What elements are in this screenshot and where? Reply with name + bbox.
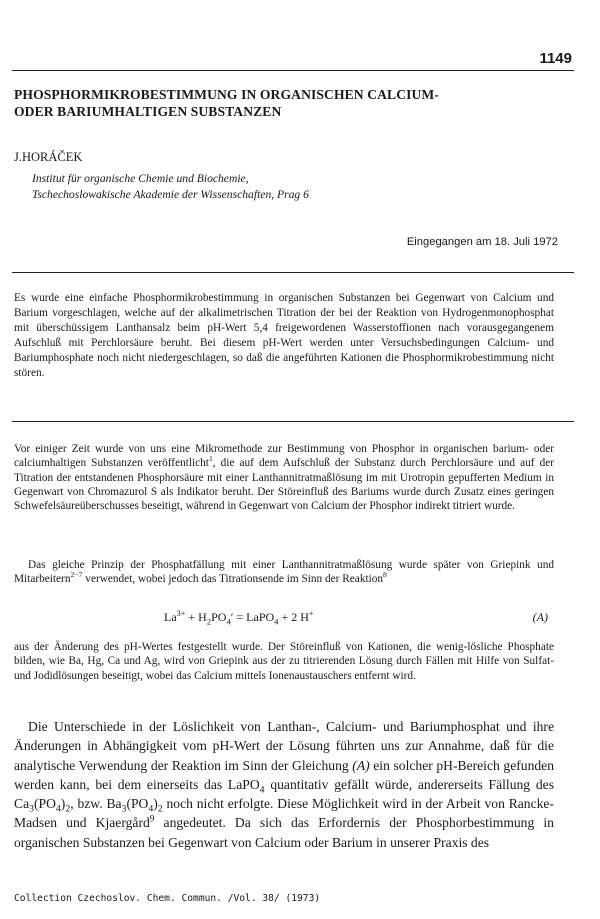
paragraph-2 <box>14 558 554 587</box>
equation-label: (A) <box>532 610 548 624</box>
journal-footer: Collection Czechoslov. Chem. Commun. /Vol. 38/ (1973) <box>14 893 321 904</box>
reference-9: 9 <box>149 813 155 824</box>
paragraph-4: Die Unterschiede in der Löslichkeit von Lanthan-, Calcium- und Bariumphosphat und ihre Änderungen in Abhängigkeit vom pH-Wert der Lösung führten uns zur Annahme, daß für die analytische Verwendung der Reaktion im Sinn der Gleichung (A) ein solcher pH-Bereich gefunden werden kann, bei dem einerseits das LaPO$_4$ quantitativ gefällt würde, andererseits Fällung des $Ca_3(PO_4)_2$, bzw. $Ba_3(PO_4)_2$ noch nicht erfolgte. Diese Möglichkeit wird in der Arbeit von Rancke-Madsen und Kjaergård$^9$ angedeutet. Da sich das Erfordernis der Phosphorbestimmung in organischen Substanzen bei Gegenwart von Calcium oder Barium in unserer Praxis des <box>14 719 554 850</box>
paragraph-1 <box>14 442 554 513</box>
received-date: Eingegangen am 18. Juli 1972 <box>406 236 558 248</box>
paragraph-3: aus der Änderung des pH-Wertes festgestellt wurde. Der Störeinfluß von Kationen, die wenig-lösliche Phosphate bilden, wie Ba, Hg, Ca und Ag, wird von Griepink aus der zu titrierenden Lösung durch Fällen mit Hilfe von Sulfat- und Jodidlösungen beseitigt, wobei das Calcium mittels Ionenaustauschers entfernt wird. <box>14 641 554 682</box>
reference-8: 8 <box>383 570 387 580</box>
p2-text-a: Das gleiche Prinzip der Phosphatfällung mit einer Lanthannitratmaßlösung wurde später von Griepink und Mitarbeitern <box>14 559 554 586</box>
equation-body: $La^{3+} + H_2PO_4'$ = LaPO$_4$ + 2 H+ <box>164 609 314 627</box>
abstract-bottom-rule <box>12 421 574 422</box>
title-line-2: ODER BARIUMHALTIGEN SUBSTANZEN <box>14 104 282 119</box>
title-line-1: PHOSPHORMIKROBESTIMMUNG IN ORGANISCHEN CALCIUM- <box>14 87 439 102</box>
affiliation-line-2: Tschechoslowakische Akademie der Wissenschaften, Prag 6 <box>32 188 309 201</box>
reference-1: 1 <box>208 454 213 464</box>
page-number: 1149 <box>539 50 572 67</box>
p1-text-a: Vor einiger Zeit wurde von uns eine Mikromethode zur Bestimmung von Phosphor in organischen barium- oder calciumhaltigen Substanzen veröffentlicht <box>14 443 554 470</box>
affiliation <box>32 171 309 203</box>
equation-reference: (A) <box>352 757 370 773</box>
p1-text-b: , die auf dem Aufschluß der Substanz durch Perchlorsäure und auf der Titration der entstandenen Phosphorsäure mit einer Lanthannitratmaßlösung im mit Urotropin gepufferten Medium in Gegenwart von Chromazurol S als Indikator beruht. Der Störeinfluß des Bariums wurde durch Zusatz eines geringen Schwefelsäureüberschusses beseitigt, während in Gegenwart von Calcium der Phosphor indirekt titriert wurde. <box>14 457 554 513</box>
abstract-top-rule <box>12 272 574 273</box>
reference-2-7: 2−7 <box>70 570 83 580</box>
abstract: Es wurde eine einfache Phosphormikrobestimmung in organischen Substanzen bei Gegenwart von Calcium und Barium vorgeschlagen, welche auf der alkalimetrischen Titration der bei der Reaktion von Hydrogenmonophosphat mit überschüssigem Lanthansalz beim pH-Wert 5,4 freigewordenen Wasserstoffionen nach vorausgegangenem Aufschluß mit Perchlorsäure beruht. Bei diesem pH-Wert werden unter Versuchsbedingungen Calcium- und Bariumphosphate noch nicht niedergeschlagen, so daß die angeführten Kationen die Phosphormikrobestimmung nicht stören. <box>14 292 554 379</box>
author: J.HORÁČEK <box>14 150 83 164</box>
p2-text-b: verwendet, wobei jedoch das Titrationsende im Sinn der Reaktion <box>82 573 384 586</box>
affiliation-line-1: Institut für organische Chemie und Biochemie, <box>32 172 249 185</box>
header-rule <box>12 70 574 71</box>
article-title <box>14 86 574 120</box>
equation-A <box>14 608 554 630</box>
